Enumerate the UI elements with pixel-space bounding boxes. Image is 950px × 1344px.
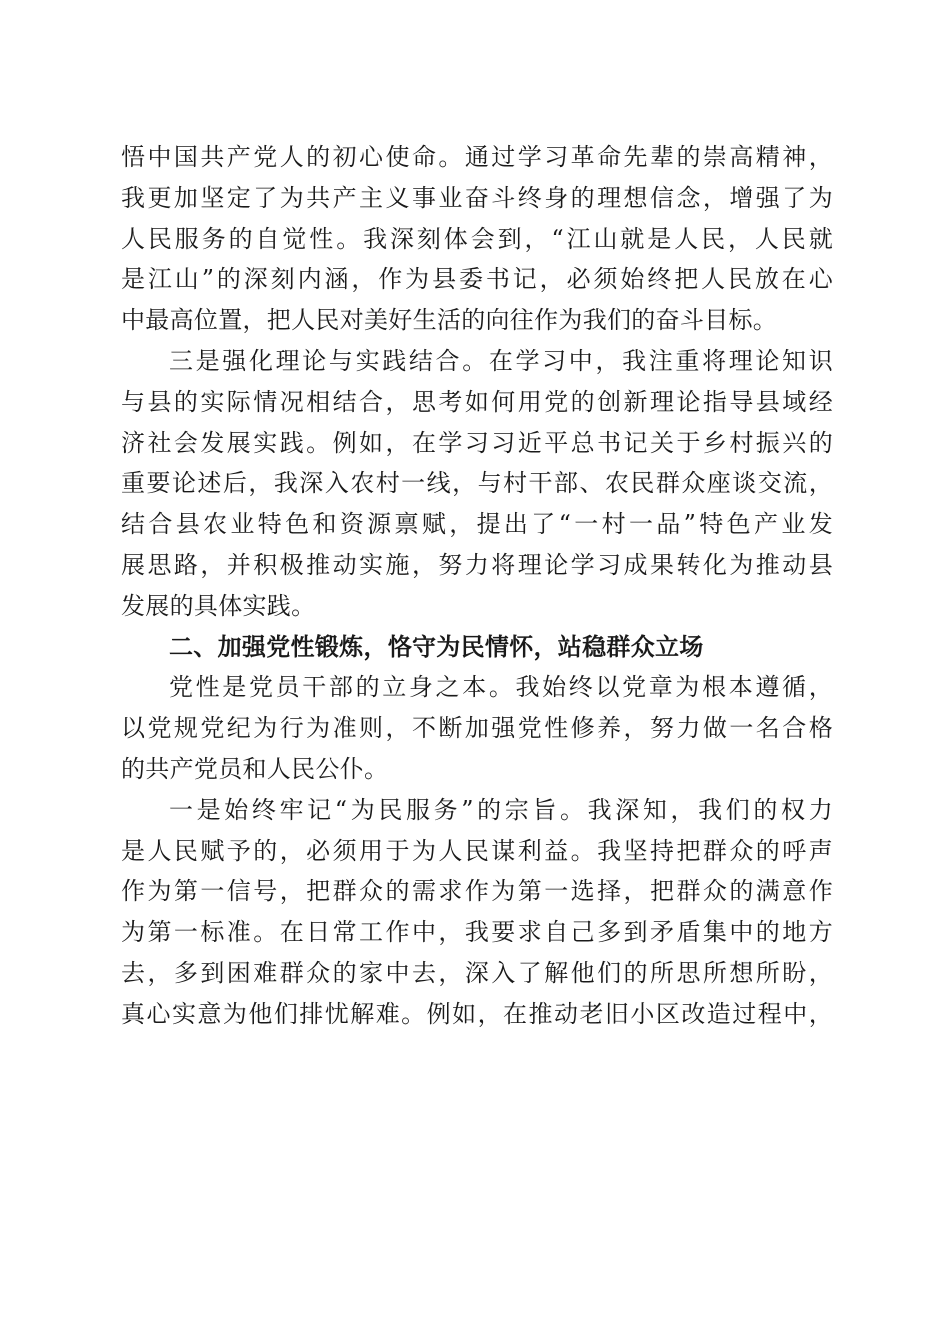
text-line: 是江山”的深刻内涵，作为县委书记，必须始终把人民放在心 [121, 265, 833, 294]
text-line: 济社会发展实践。例如，在学习习近平总书记关于乡村振兴的 [121, 428, 833, 457]
document-body [121, 137, 833, 1035]
text-line: 发展的具体实践。 [121, 591, 316, 620]
text-line: 三是强化理论与实践结合。在学习中，我注重将理论知识 [169, 346, 833, 375]
text-line: 悟中国共产党人的初心使命。通过学习革命先辈的崇高精神， [121, 143, 833, 171]
text-line: 作为第一信号，把群众的需求作为第一选择，把群众的满意作 [121, 877, 833, 906]
text-line: 的共产党员和人民公仆。 [121, 754, 389, 783]
text-line: 结合县农业特色和资源禀赋，提出了“一村一品”特色产业发 [121, 510, 833, 539]
section-heading: 二、加强党性锻炼，恪守为民情怀，站稳群众立场 [169, 632, 704, 661]
text-line: 一是始终牢记“为民服务”的宗旨。我深知，我们的权力 [169, 795, 833, 824]
text-line: 展思路，并积极推动实施，努力将理论学习成果转化为推动县 [121, 550, 833, 579]
text-line: 真心实意为他们排忧解难。例如，在推动老旧小区改造过程中， [121, 999, 833, 1028]
text-line: 是人民赋予的，必须用于为人民谋利益。我坚持把群众的呼声 [121, 836, 833, 865]
text-line: 以党规党纪为行为准则，不断加强党性修养，努力做一名合格 [121, 714, 833, 743]
text-line: 中最高位置，把人民对美好生活的向往作为我们的奋斗目标。 [121, 306, 778, 335]
text-line: 重要论述后，我深入农村一线，与村干部、农民群众座谈交流， [121, 469, 833, 498]
text-line: 人民服务的自觉性。我深刻体会到，“江山就是人民，人民就 [121, 224, 833, 253]
text-line: 去，多到困难群众的家中去，深入了解他们的所思所想所盼， [121, 958, 833, 987]
text-line: 我更加坚定了为共产主义事业奋斗终身的理想信念，增强了为 [121, 183, 833, 212]
text-line: 党性是党员干部的立身之本。我始终以党章为根本遵循， [169, 673, 833, 702]
text-line: 为第一标准。在日常工作中，我要求自己多到矛盾集中的地方 [121, 918, 833, 947]
text-line: 与县的实际情况相结合，思考如何用党的创新理论指导县域经 [121, 387, 833, 416]
